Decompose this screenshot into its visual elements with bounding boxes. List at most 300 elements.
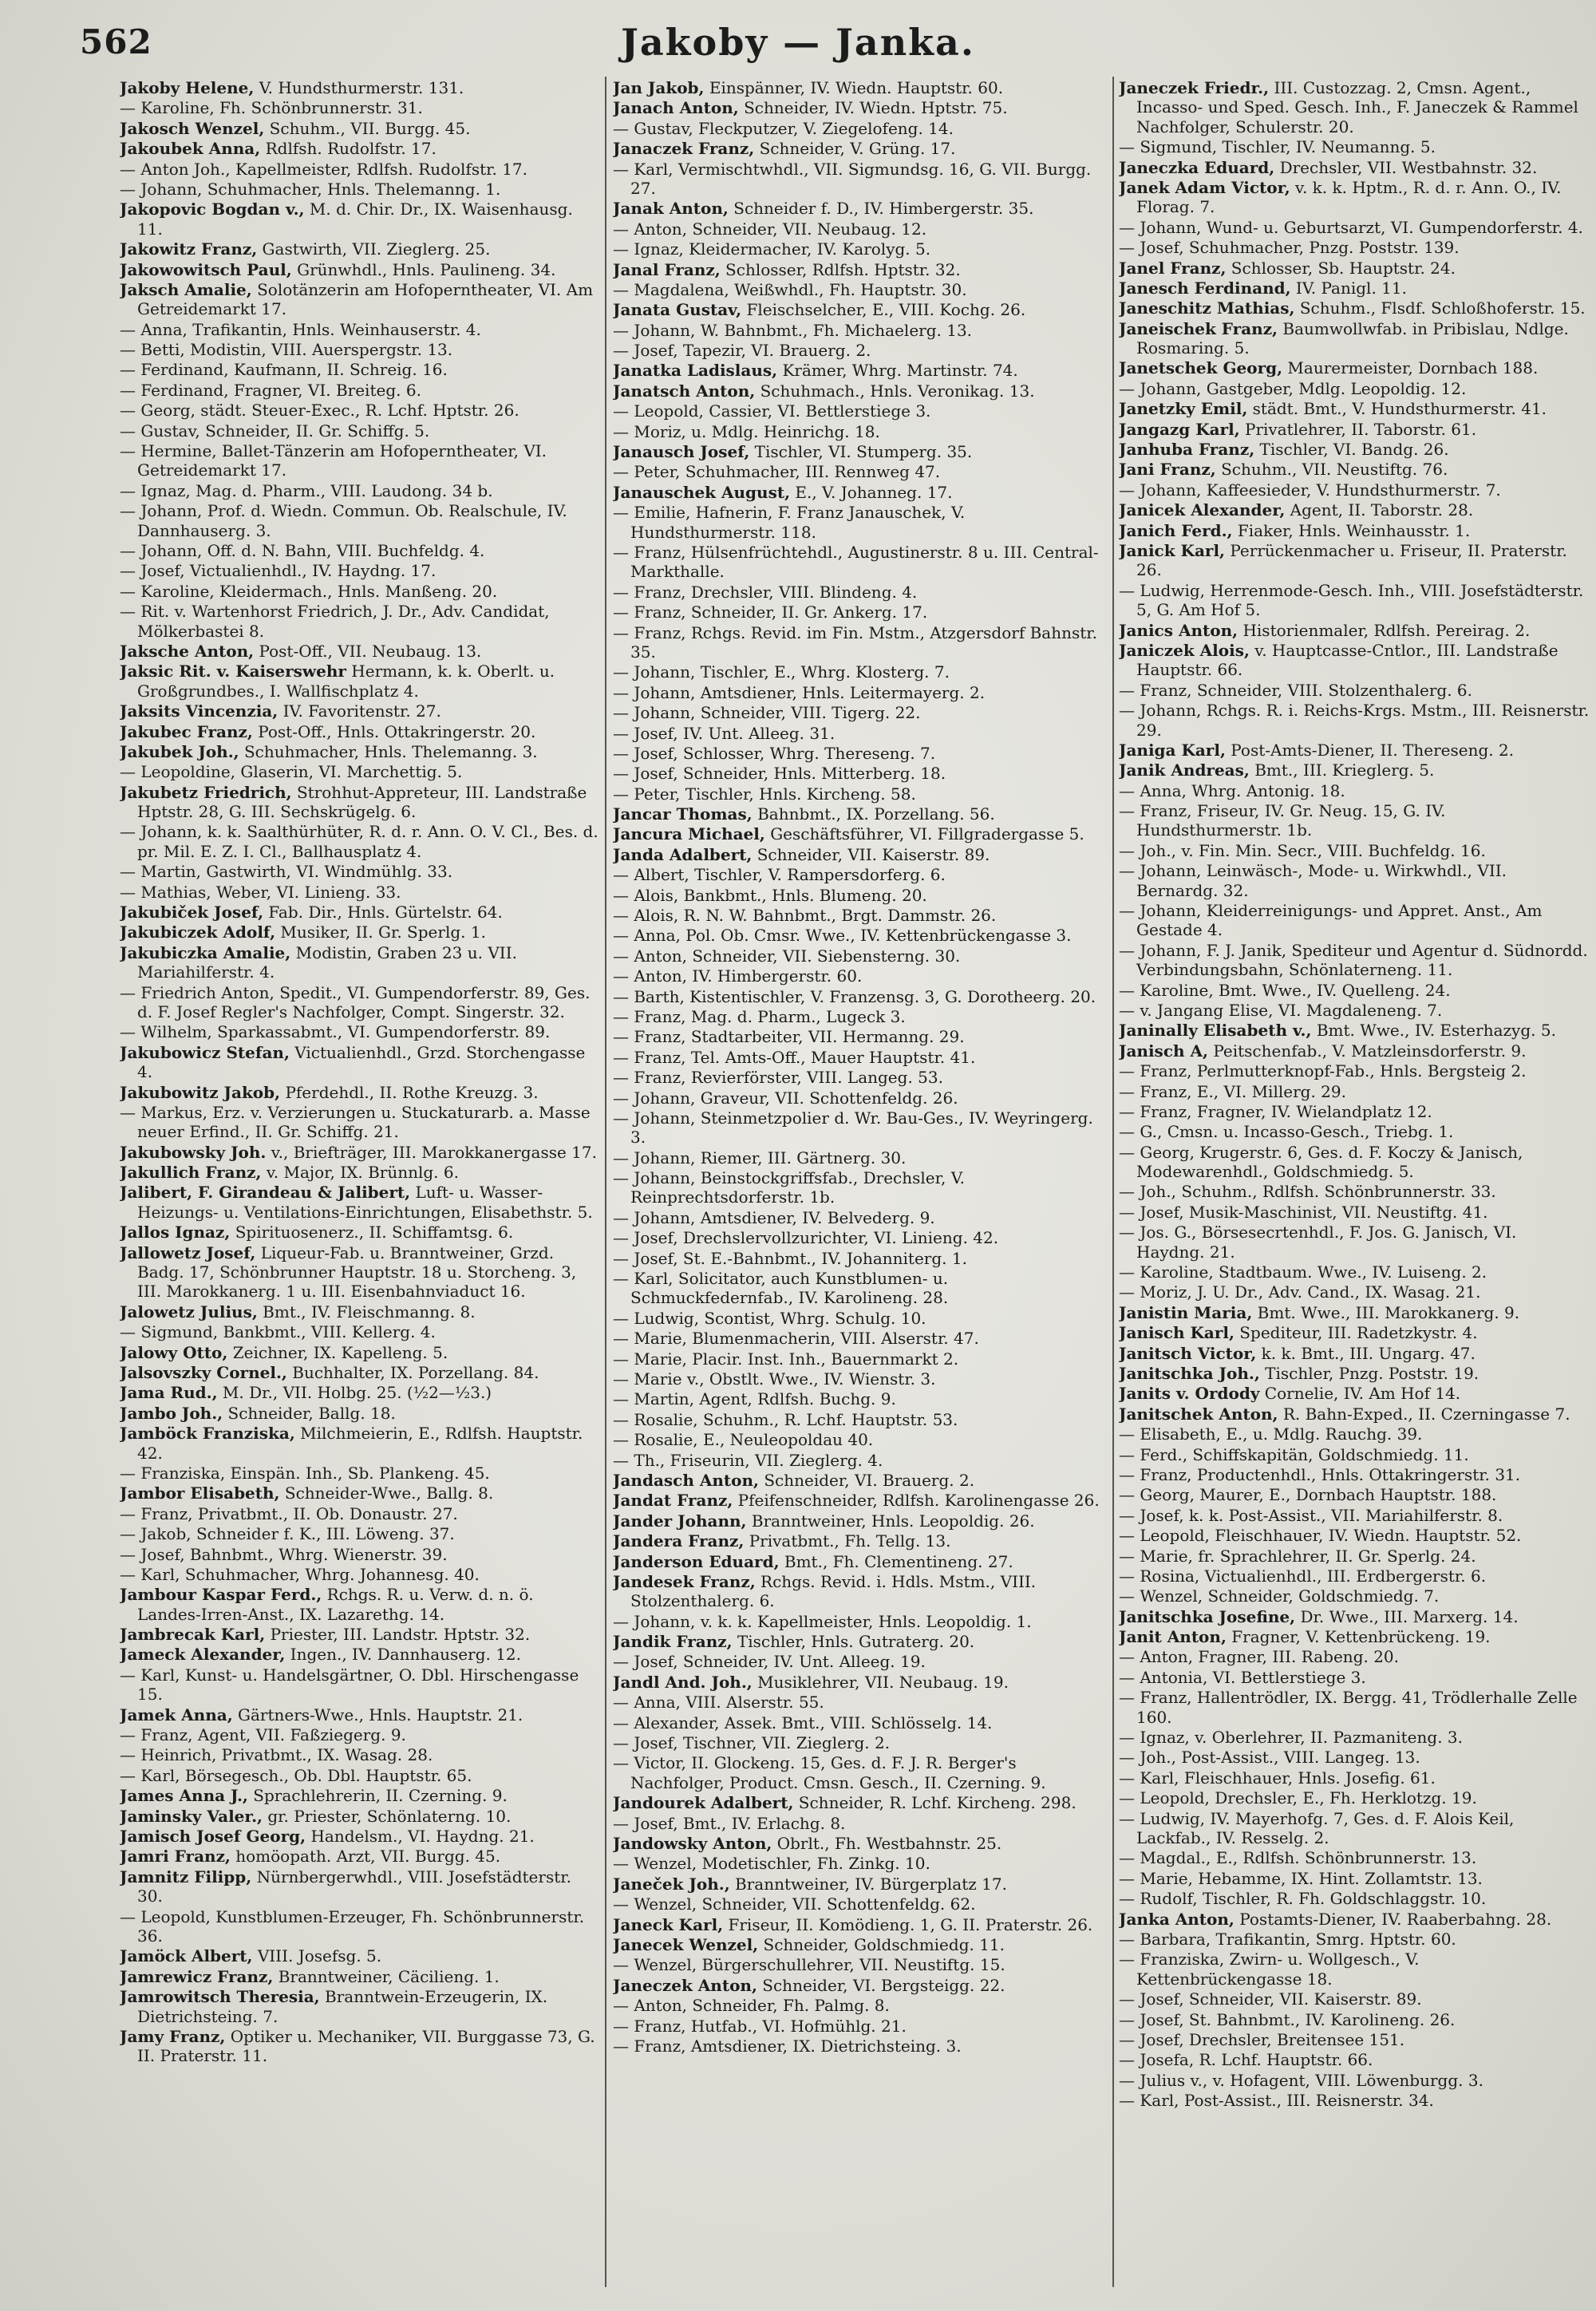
directory-entry xyxy=(613,804,1108,824)
column-1 xyxy=(120,78,598,2297)
entry-details: — Victor, II. Glockeng. 15, Ges. d. F. J. R. Berger's Nachfolger, Product. Cmsn. Gesch., II. Czerning. 9. xyxy=(613,1753,1046,1792)
entry-surname: Jamy Franz, xyxy=(120,2026,226,2046)
entry-surname: Jakubowicz Stefan, xyxy=(120,1042,290,1062)
entry-details: — Georg, Krugerstr. 6, Ges. d. F. Koczy & Janisch, Modewarenhdl., Goldschmiedg. 5. xyxy=(1119,1142,1523,1182)
directory-entry xyxy=(613,1471,1108,1490)
directory-entry xyxy=(613,1673,1108,1692)
entry-surname: Janitschka Josefine, xyxy=(1119,1606,1296,1626)
entry-surname: Jakubowsky Joh. xyxy=(120,1142,267,1162)
entry-surname: Jakullich Franz, xyxy=(120,1163,262,1183)
directory-entry xyxy=(1119,158,1590,177)
entry-details: — Marie, fr. Sprachlehrer, II. Gr. Sperlg. 24. xyxy=(1119,1546,1476,1566)
entry-details: M. Dr., VII. Holbg. 25. (½2—½3.) xyxy=(217,1383,492,1403)
directory-entry xyxy=(613,583,1108,602)
entry-details: — Magdalena, Weißwhdl., Fh. Hauptstr. 30. xyxy=(613,279,967,299)
entry-surname: James Anna J., xyxy=(120,1786,248,1806)
entry-details: Fragner, V. Kettenbrückeng. 19. xyxy=(1226,1627,1491,1647)
entry-details: — Franziska, Einspän. Inh., Sb. Plankeng. 45. xyxy=(120,1463,490,1483)
directory-entry xyxy=(613,119,1108,138)
directory-entry xyxy=(1119,781,1590,800)
entry-details: — Gustav, Fleckputzer, V. Ziegelofeng. 14. xyxy=(613,118,954,138)
entry-details: Branntweiner, Hnls. Leopoldig. 26. xyxy=(746,1511,1035,1531)
directory-entry xyxy=(1119,1364,1590,1383)
directory-entry xyxy=(120,922,598,942)
entry-details: — Ferdinand, Kaufmann, II. Schreig. 16. xyxy=(120,360,448,380)
entry-details: — Josef, St. Bahnbmt., IV. Karolineng. 26. xyxy=(1119,2009,1456,2029)
directory-entry xyxy=(613,1511,1108,1531)
entry-details: gr. Priester, Schönlaterng. 10. xyxy=(263,1806,512,1826)
entry-details: Postamts-Diener, IV. Raaberbahng. 28. xyxy=(1234,1909,1552,1929)
directory-entry xyxy=(613,966,1108,986)
entry-details: — Karl, Vermischtwhdl., VII. Sigmundsg. 16, G. VII. Burgg. 27. xyxy=(613,159,1092,198)
directory-entry xyxy=(120,98,598,117)
directory-entry xyxy=(613,160,1108,199)
entry-details: — Franz, Friseur, IV. Gr. Neug. 15, G. IV. Hundsthurmerstr. 1b. xyxy=(1119,801,1446,840)
entry-details: Bmt. Wwe., III. Marokkanerg. 9. xyxy=(1252,1302,1520,1322)
entry-details: — Johann, k. k. Saalthürhüter, R. d. r. Ann. O. V. Cl., Bes. d. pr. Mil. E. Z. I. Cl., Ballhausplatz 4. xyxy=(120,822,598,861)
directory-entry xyxy=(120,1404,598,1423)
entry-surname: Jakubiček Josef, xyxy=(120,903,264,922)
entry-surname: Jangazg Karl, xyxy=(1119,419,1240,439)
entry-surname: Jama Rud., xyxy=(120,1383,218,1403)
entry-details: — Ludwig, Herrenmode-Gesch. Inh., VIII. Josefstädterstr. 5, G. Am Hof 5. xyxy=(1119,580,1584,620)
directory-entry xyxy=(1119,358,1590,377)
entry-details: — Rudolf, Tischler, R. Fh. Goldschlaggstr. 10. xyxy=(1119,1889,1487,1909)
entry-details: Branntwein-Erzeugerin, IX. Dietrichsteing. 7. xyxy=(137,1987,548,2026)
directory-entry xyxy=(1119,1323,1590,1342)
directory-entry xyxy=(613,1430,1108,1449)
entry-surname: Janetschek Georg, xyxy=(1119,358,1283,378)
entry-details: — Josef, Bahnbmt., Whrg. Wienerstr. 39. xyxy=(120,1544,448,1564)
entry-details: — Josef, Schlosser, Whrg. Thereseng. 7. xyxy=(613,743,936,763)
entry-surname: Janicek Alexander, xyxy=(1119,500,1286,520)
directory-entry xyxy=(613,662,1108,681)
entry-details: — Franz, Stadtarbeiter, VII. Hermanng. 29. xyxy=(613,1027,965,1047)
directory-entry xyxy=(120,1967,598,1986)
entry-details: Historienmaler, Rdlfsh. Pereirag. 2. xyxy=(1238,620,1531,640)
entry-surname: Janauschek August, xyxy=(613,482,791,502)
entry-details: — Karoline, Stadtbaum. Wwe., IV. Luiseng. 2. xyxy=(1119,1262,1487,1282)
entry-details: — Franz, Drechsler, VIII. Blindeng. 4. xyxy=(613,582,918,602)
entry-details: — Franz, Schneider, II. Gr. Ankerg. 17. xyxy=(613,602,928,622)
entry-surname: Jancura Michael, xyxy=(613,824,765,844)
entry-details: Grünwhdl., Hnls. Paulineng. 34. xyxy=(291,259,556,279)
entry-details: — Ludwig, IV. Mayerhofg. 7, Ges. d. F. Alois Keil, Lackfab., IV. Resselg. 2. xyxy=(1119,1808,1515,1847)
entry-details: Optiker u. Mechaniker, VII. Burggasse 73, G. II. Praterstr. 11. xyxy=(137,2026,595,2066)
entry-details: Strohhut-Appreteur, III. Landstraße Hptstr. 28, G. III. Sechskrügelg. 6. xyxy=(137,782,587,822)
directory-entry xyxy=(1119,1203,1590,1222)
directory-entry xyxy=(1119,1889,1590,1908)
directory-entry xyxy=(1119,1102,1590,1121)
entry-details: — Betti, Modistin, VIII. Auerspergstr. 13. xyxy=(120,340,453,360)
entry-details: — Anna, VIII. Alserstr. 55. xyxy=(613,1693,824,1713)
entry-surname: Janka Anton, xyxy=(1119,1909,1235,1929)
entry-details: — Joh., Schuhm., Rdlfsh. Schönbrunnerstr. 33. xyxy=(1119,1182,1496,1202)
directory-entry xyxy=(120,541,598,560)
entry-details: — Anton, Fragner, III. Rabeng. 20. xyxy=(1119,1647,1400,1667)
entry-details: — Johann, F. J. Janik, Spediteur und Agentur d. Südnordd. Verbindungsbahn, Schönlaterneng. 11. xyxy=(1119,940,1588,980)
entry-surname: Janach Anton, xyxy=(613,98,739,118)
directory-entry xyxy=(1119,379,1590,398)
directory-entry xyxy=(613,683,1108,702)
entry-surname: Jakopovic Bogdan v., xyxy=(120,199,305,219)
column-3 xyxy=(1119,78,1590,2297)
directory-entry xyxy=(120,662,598,701)
entry-surname: Jambour Kaspar Ferd., xyxy=(120,1585,322,1605)
entry-details: v. Hauptcasse-Cntlor., III. Landstraße Hauptstr. 66. xyxy=(1136,640,1558,680)
entry-surname: Jallowetz Josef, xyxy=(120,1242,256,1262)
entry-surname: Janiga Karl, xyxy=(1119,740,1226,760)
directory-entry xyxy=(120,1483,598,1503)
directory-entry xyxy=(120,1807,598,1826)
directory-entry xyxy=(1119,861,1590,900)
directory-entry xyxy=(613,1108,1108,1148)
entry-details: Rchgs. R. u. Verw. d. n. ö. Landes-Irren-Anst., IX. Lazarethg. 14. xyxy=(137,1585,534,1624)
directory-entry xyxy=(613,1894,1108,1914)
directory-entry xyxy=(120,1524,598,1543)
directory-entry xyxy=(120,1585,598,1624)
entry-surname: Janich Ferd., xyxy=(1119,520,1233,540)
entry-surname: Jandat Franz, xyxy=(613,1491,733,1511)
entry-details: Friseur, II. Komödieng. 1, G. II. Praterstr. 26. xyxy=(723,1914,1093,1934)
directory-entry xyxy=(613,623,1108,662)
entry-details: — Johann, Graveur, VII. Schottenfeldg. 26. xyxy=(613,1088,958,1108)
entry-surname: Jaksic Rit. v. Kaiserswehr xyxy=(120,662,346,681)
entry-details: — Albert, Tischler, V. Rampersdorferg. 6. xyxy=(613,865,946,885)
entry-details: — Franz, Tel. Amts-Off., Mauer Hauptstr. 41. xyxy=(613,1047,976,1067)
directory-entry xyxy=(613,1733,1108,1752)
directory-entry xyxy=(1119,279,1590,298)
entry-details: städt. Bmt., V. Hundsthurmerstr. 41. xyxy=(1247,399,1547,419)
entry-details: Gärtners-Wwe., Hnls. Hauptstr. 21. xyxy=(232,1705,523,1724)
directory-entry xyxy=(1119,319,1590,358)
entry-details: — Marie v., Obstlt. Wwe., IV. Wienstr. 3. xyxy=(613,1369,936,1389)
directory-entry xyxy=(1119,1404,1590,1424)
entry-details: Schneider-Wwe., Ballg. 8. xyxy=(279,1483,494,1503)
directory-entry xyxy=(1119,480,1590,500)
entry-details: — Heinrich, Privatbmt., IX. Wasag. 28. xyxy=(120,1745,433,1765)
entry-details: — Franz, Hutfab., VI. Hofmühlg. 21. xyxy=(613,2016,907,2036)
directory-entry xyxy=(613,341,1108,360)
entry-details: Schlosser, Rdlfsh. Hptstr. 32. xyxy=(720,259,961,279)
entry-details: Fab. Dir., Hnls. Gürtelstr. 64. xyxy=(263,903,503,922)
entry-details: — Martin, Gastwirth, VI. Windmühlg. 33. xyxy=(120,862,453,882)
entry-surname: Jandowsky Anton, xyxy=(613,1833,772,1853)
directory-entry xyxy=(120,139,598,158)
entry-surname: Jalibert, F. Girandeau & Jalibert, xyxy=(120,1183,411,1203)
entry-details: — Ferdinand, Fragner, VI. Breiteg. 6. xyxy=(120,380,421,400)
directory-entry xyxy=(613,1027,1108,1046)
column-rule-1 xyxy=(605,77,606,2287)
entry-details: Tischler, VI. Stumperg. 35. xyxy=(749,442,973,462)
entry-details: — Josef, Drechsler, Breitensee 151. xyxy=(1119,2029,1405,2049)
entry-details: IV. Panigl. 11. xyxy=(1290,278,1407,298)
directory-entry xyxy=(613,1269,1108,1308)
entry-details: Schuhm., VII. Burgg. 45. xyxy=(264,118,471,138)
entry-details: Schuhm., VII. Neustiftg. 76. xyxy=(1215,460,1448,480)
directory-entry xyxy=(613,764,1108,783)
entry-details: — Alexander, Assek. Bmt., VIII. Schlösselg. 14. xyxy=(613,1713,993,1732)
entry-surname: Janeischek Franz, xyxy=(1119,318,1278,338)
entry-surname: Jani Franz, xyxy=(1119,460,1216,480)
entry-details: — Karl, Solicitator, auch Kunstblumen- u. Schmuckfedernfab., IV. Karolineng. 28. xyxy=(613,1269,949,1308)
entry-surname: Janeček Joh., xyxy=(613,1874,730,1894)
entry-surname: Janel Franz, xyxy=(1119,258,1227,278)
entry-details: — Joh., v. Fin. Min. Secr., VIII. Buchfeldg. 16. xyxy=(1119,840,1486,860)
entry-details: — Rosalie, Schuhm., R. Lchf. Hauptstr. 53. xyxy=(613,1409,958,1429)
entry-details: Tischler, Hnls. Gutraterg. 20. xyxy=(732,1632,975,1652)
directory-entry xyxy=(1119,681,1590,700)
entry-surname: Janal Franz, xyxy=(613,259,721,279)
entry-surname: Jancar Thomas, xyxy=(613,804,753,824)
entry-surname: Janits v. Ordody xyxy=(1119,1384,1260,1404)
entry-details: — Johann, Amtsdiener, Hnls. Leitermayerg. 2. xyxy=(613,682,986,702)
entry-details: Obrlt., Fh. Westbahnstr. 25. xyxy=(772,1833,1002,1853)
directory-entry xyxy=(613,1552,1108,1571)
directory-entry xyxy=(1119,1869,1590,1888)
directory-entry xyxy=(120,1867,598,1906)
entry-details: — Anton, IV. Himbergerstr. 60. xyxy=(613,966,863,986)
directory-entry xyxy=(1119,901,1590,940)
directory-entry xyxy=(1119,541,1590,580)
directory-entry xyxy=(1119,1424,1590,1444)
directory-entry xyxy=(1119,420,1590,439)
entry-surname: Janisch Karl, xyxy=(1119,1323,1235,1343)
entry-details: Schuhmach., Hnls. Veronikag. 13. xyxy=(755,381,1035,401)
entry-details: — Wilhelm, Sparkassabmt., VI. Gumpendorferstr. 89. xyxy=(120,1022,551,1042)
entry-details: Liqueur-Fab. u. Branntweiner, Grzd. Badg. 17, Schönbrunner Hauptstr. 18 u. Storcheng. 3, III. Marokkanerg. 1 u. III. Eisenbahnviaduct 16. xyxy=(137,1242,577,1302)
entry-details: — Franz, Agent, VII. Faßziegerg. 9. xyxy=(120,1725,406,1745)
entry-details: — Josef, Tischner, VII. Zieglerg. 2. xyxy=(613,1733,891,1753)
entry-details: Post-Off., VII. Neubaug. 13. xyxy=(254,641,482,661)
directory-entry xyxy=(1119,1647,1590,1666)
entry-details: Luft- u. Wasser-Heizungs- u. Ventilations-Einrichtungen, Elisabethstr. 5. xyxy=(137,1183,593,1222)
directory-entry xyxy=(120,320,598,339)
entry-details: v. Major, IX. Brünnlg. 6. xyxy=(261,1163,459,1183)
directory-entry xyxy=(613,78,1108,97)
entry-surname: Jalowetz Julius, xyxy=(120,1302,258,1321)
directory-entry xyxy=(613,442,1108,461)
directory-entry xyxy=(613,1915,1108,1934)
directory-entry xyxy=(120,360,598,379)
directory-entry xyxy=(1119,1303,1590,1322)
directory-entry xyxy=(1119,1910,1590,1929)
directory-entry xyxy=(613,381,1108,401)
directory-entry xyxy=(1119,1384,1590,1403)
entry-details: Zeichner, IX. Kapelleng. 5. xyxy=(227,1342,448,1362)
directory-entry xyxy=(613,260,1108,279)
entry-details: VIII. Josefsg. 5. xyxy=(252,1946,382,1966)
entry-details: — Leopold, Drechsler, E., Fh. Herklotzg. 19. xyxy=(1119,1788,1477,1808)
entry-details: Solotänzerin am Hofoperntheater, VI. Am Getreidemarkt 17. xyxy=(137,279,594,319)
entry-details: Bmt., III. Krieglerg. 5. xyxy=(1249,760,1435,780)
page-number: 562 xyxy=(80,22,152,61)
entry-details: — Markus, Erz. v. Verzierungen u. Stuckaturarb. a. Masse neuer Erfind., II. Gr. Schiffg. 21. xyxy=(120,1102,591,1142)
entry-details: — Peter, Tischler, Hnls. Kircheng. 58. xyxy=(613,784,916,804)
directory-entry xyxy=(613,602,1108,622)
entry-details: — Franziska, Zwirn- u. Wollgesch., V. Kettenbrückengasse 18. xyxy=(1119,1950,1420,1989)
directory-entry xyxy=(1119,2091,1590,2110)
entry-details: — Josef, Schneider, Hnls. Mitterberg. 18. xyxy=(613,764,946,784)
entry-details: — Anna, Pol. Ob. Cmsr. Wwe., IV. Kettenbrückengasse 3. xyxy=(613,926,1072,946)
entry-details: — Rosalie, E., Neuleopoldau 40. xyxy=(613,1430,874,1450)
column-2 xyxy=(613,78,1108,2297)
directory-entry xyxy=(1119,741,1590,760)
directory-entry xyxy=(120,1363,598,1382)
entry-details: Rchgs. Revid. i. Hdls. Mstm., VIII. Stolzenthalerg. 6. xyxy=(630,1571,1037,1611)
entry-details: — Anna, Whrg. Antonig. 18. xyxy=(1119,780,1345,800)
entry-details: III. Custozzag. 2, Cmsn. Agent., Incasso- und Sped. Gesch. Inh., F. Janeczek & Rammel Nachfolger, Schulerstr. 20. xyxy=(1136,78,1578,136)
directory-entry xyxy=(613,2036,1108,2056)
directory-entry xyxy=(1119,500,1590,519)
directory-entry xyxy=(613,1854,1108,1873)
directory-entry xyxy=(613,239,1108,259)
entry-surname: Jandik Franz, xyxy=(613,1632,733,1652)
entry-details: — Martin, Agent, Rdlfsh. Buchg. 9. xyxy=(613,1389,896,1409)
entry-details: — Georg, städt. Steuer-Exec., R. Lchf. Hptstr. 26. xyxy=(120,401,519,421)
entry-details: — Marie, Placir. Inst. Inh., Bauernmarkt 2. xyxy=(613,1349,959,1369)
entry-details: — Johann, W. Bahnbmt., Fh. Michaelerg. 13. xyxy=(613,320,973,340)
entry-details: Musiker, II. Gr. Sperlg. 1. xyxy=(275,922,486,942)
directory-entry xyxy=(120,822,598,861)
entry-details: — Josef, k. k. Post-Assist., VII. Mariahilferstr. 8. xyxy=(1119,1505,1503,1525)
entry-surname: Janeczek Anton, xyxy=(613,1975,757,1995)
directory-entry xyxy=(120,1083,598,1102)
entry-details: — Alois, Bankbmt., Hnls. Blumeng. 20. xyxy=(613,885,927,905)
directory-entry xyxy=(120,1464,598,1483)
entry-details: — Moriz, u. Mdlg. Heinrichg. 18. xyxy=(613,421,880,441)
entry-details: — Wenzel, Bürgerschullehrer, VII. Neustiftg. 15. xyxy=(613,1955,1005,1975)
directory-entry xyxy=(613,1753,1108,1792)
directory-entry xyxy=(1119,440,1590,459)
entry-details: homöopath. Arzt, VII. Burgg. 45. xyxy=(230,1847,501,1867)
entry-details: — Johann, Leinwäsch-, Mode- u. Wirkwhdl., VII. Bernardg. 32. xyxy=(1119,861,1507,900)
directory-entry xyxy=(613,2017,1108,2036)
entry-surname: Jamisch Josef Georg, xyxy=(120,1826,306,1846)
directory-entry xyxy=(120,160,598,179)
entry-surname: Janit Anton, xyxy=(1119,1627,1227,1647)
directory-entry xyxy=(613,401,1108,421)
entry-details: — Johann, Tischler, E., Whrg. Klosterg. 7. xyxy=(613,662,950,682)
entry-surname: Jalsovszky Cornel., xyxy=(120,1363,287,1382)
entry-surname: Janeczka Eduard, xyxy=(1119,157,1275,177)
entry-details: — Anton, Schneider, VII. Neubaug. 12. xyxy=(613,219,927,239)
entry-surname: Janderson Eduard, xyxy=(613,1551,780,1571)
entry-details: Handelsm., VI. Haydng. 21. xyxy=(306,1826,535,1846)
directory-entry xyxy=(1119,1950,1590,1989)
entry-surname: Janaczek Franz, xyxy=(613,139,755,159)
entry-surname: Jamöck Albert, xyxy=(120,1946,253,1966)
directory-entry xyxy=(120,1163,598,1182)
entry-surname: Jandourek Adalbert, xyxy=(613,1793,794,1813)
entry-details: Einspänner, IV. Wiedn. Hauptstr. 60. xyxy=(704,78,1004,97)
directory-entry xyxy=(120,1625,598,1644)
entry-details: Fleischselcher, E., VIII. Kochg. 26. xyxy=(741,300,1026,320)
entry-details: Branntweiner, Cäcilieng. 1. xyxy=(273,1966,500,1986)
entry-details: — Peter, Schuhmacher, III. Rennweg 47. xyxy=(613,462,941,482)
directory-entry xyxy=(1119,1262,1590,1282)
entry-surname: Jambor Elisabeth, xyxy=(120,1483,280,1503)
entry-surname: Jandasch Anton, xyxy=(613,1470,759,1490)
directory-entry xyxy=(1119,1607,1590,1626)
entry-details: — Mathias, Weber, VI. Linieng. 33. xyxy=(120,882,401,902)
entry-details: Nürnbergerwhdl., VIII. Josefstädterstr. 30. xyxy=(137,1867,571,1906)
entry-details: Ingen., IV. Dannhauserg. 12. xyxy=(285,1645,522,1665)
directory-entry xyxy=(120,1343,598,1362)
entry-details: Hermann, k. k. Oberlt. u. Großgrundbes., I. Wallfischplatz 4. xyxy=(137,662,555,701)
directory-entry xyxy=(613,744,1108,763)
directory-entry xyxy=(613,1410,1108,1429)
entry-surname: Jamrewicz Franz, xyxy=(120,1966,274,1986)
directory-entry xyxy=(613,1874,1108,1894)
entry-surname: Janitschek Anton, xyxy=(1119,1404,1278,1424)
entry-details: — Barbara, Trafikantin, Smrg. Hptstr. 60. xyxy=(1119,1929,1456,1949)
directory-entry xyxy=(613,987,1108,1006)
entry-details: — G., Cmsn. u. Incasso-Gesch., Triebg. 1. xyxy=(1119,1122,1454,1142)
directory-entry xyxy=(613,1048,1108,1067)
directory-entry xyxy=(613,886,1108,905)
entry-details: Gastwirth, VII. Zieglerg. 25. xyxy=(257,239,491,259)
directory-entry xyxy=(1119,137,1590,156)
directory-entry xyxy=(613,1996,1108,2015)
directory-entry xyxy=(120,1043,598,1082)
entry-details: Rdlfsh. Rudolfstr. 17. xyxy=(260,139,437,159)
entry-surname: Jalowy Otto, xyxy=(120,1342,228,1362)
directory-entry xyxy=(613,824,1108,843)
directory-entry xyxy=(613,361,1108,380)
directory-entry xyxy=(613,1208,1108,1227)
directory-entry xyxy=(120,1504,598,1523)
entry-details: — Ferd., Schiffskapitän, Goldschmiedg. 11. xyxy=(1119,1444,1469,1464)
entry-details: Bmt., IV. Fleischmanng. 8. xyxy=(257,1302,476,1321)
entry-details: — Alois, R. N. W. Bahnbmt., Brgt. Dammstr. 26. xyxy=(613,906,997,926)
directory-entry xyxy=(1119,1566,1590,1586)
entry-details: Bmt. Wwe., IV. Esterhazyg. 5. xyxy=(1311,1021,1556,1041)
directory-entry xyxy=(613,1389,1108,1408)
entry-details: Dr. Wwe., III. Marxerg. 14. xyxy=(1295,1606,1519,1626)
directory-entry xyxy=(120,1665,598,1705)
directory-entry xyxy=(1119,1748,1590,1767)
entry-details: — Leopold, Fleischhauer, IV. Wiedn. Hauptstr. 52. xyxy=(1119,1526,1522,1546)
entry-details: Bmt., Fh. Clementineng. 27. xyxy=(779,1551,1013,1571)
directory-entry xyxy=(613,1955,1108,1974)
directory-entry xyxy=(120,1545,598,1564)
directory-entry xyxy=(1119,1788,1590,1807)
directory-entry xyxy=(120,180,598,199)
directory-entry xyxy=(613,1088,1108,1108)
entry-surname: Janeschitz Mathias, xyxy=(1119,298,1295,318)
directory-entry xyxy=(1119,1989,1590,2009)
entry-surname: Janeck Karl, xyxy=(613,1914,724,1934)
entry-details: E., V. Johanneg. 17. xyxy=(790,482,953,502)
directory-entry xyxy=(120,783,598,822)
entry-surname: Jandesek Franz, xyxy=(613,1571,756,1591)
entry-details: Sprachlehrerin, II. Czerning. 9. xyxy=(247,1786,508,1806)
directory-entry xyxy=(613,1814,1108,1833)
entry-surname: Janisch A, xyxy=(1119,1041,1208,1061)
directory-entry xyxy=(613,1935,1108,1954)
entry-details: — Josefa, R. Lchf. Hauptstr. 66. xyxy=(1119,2050,1373,2070)
entry-details: — Johann, v. k. k. Kapellmeister, Hnls. Leopoldig. 1. xyxy=(613,1611,1032,1631)
directory-entry xyxy=(120,1907,598,1946)
directory-entry xyxy=(1119,1848,1590,1867)
entry-details: — Josef, Drechslervollzurichter, VI. Linieng. 42. xyxy=(613,1228,999,1248)
entry-details: — Johann, Prof. d. Wiedn. Commun. Ob. Realschule, IV. Dannhauserg. 3. xyxy=(120,501,567,540)
entry-details: — Franz, E., VI. Millerg. 29. xyxy=(1119,1081,1346,1101)
entry-details: — Josef, Musik-Maschinist, VII. Neustiftg. 41. xyxy=(1119,1202,1488,1222)
entry-details: IV. Favoritenstr. 27. xyxy=(278,701,441,721)
entry-details: — Franz, Schneider, VIII. Stolzenthalerg. 6. xyxy=(1119,680,1472,700)
